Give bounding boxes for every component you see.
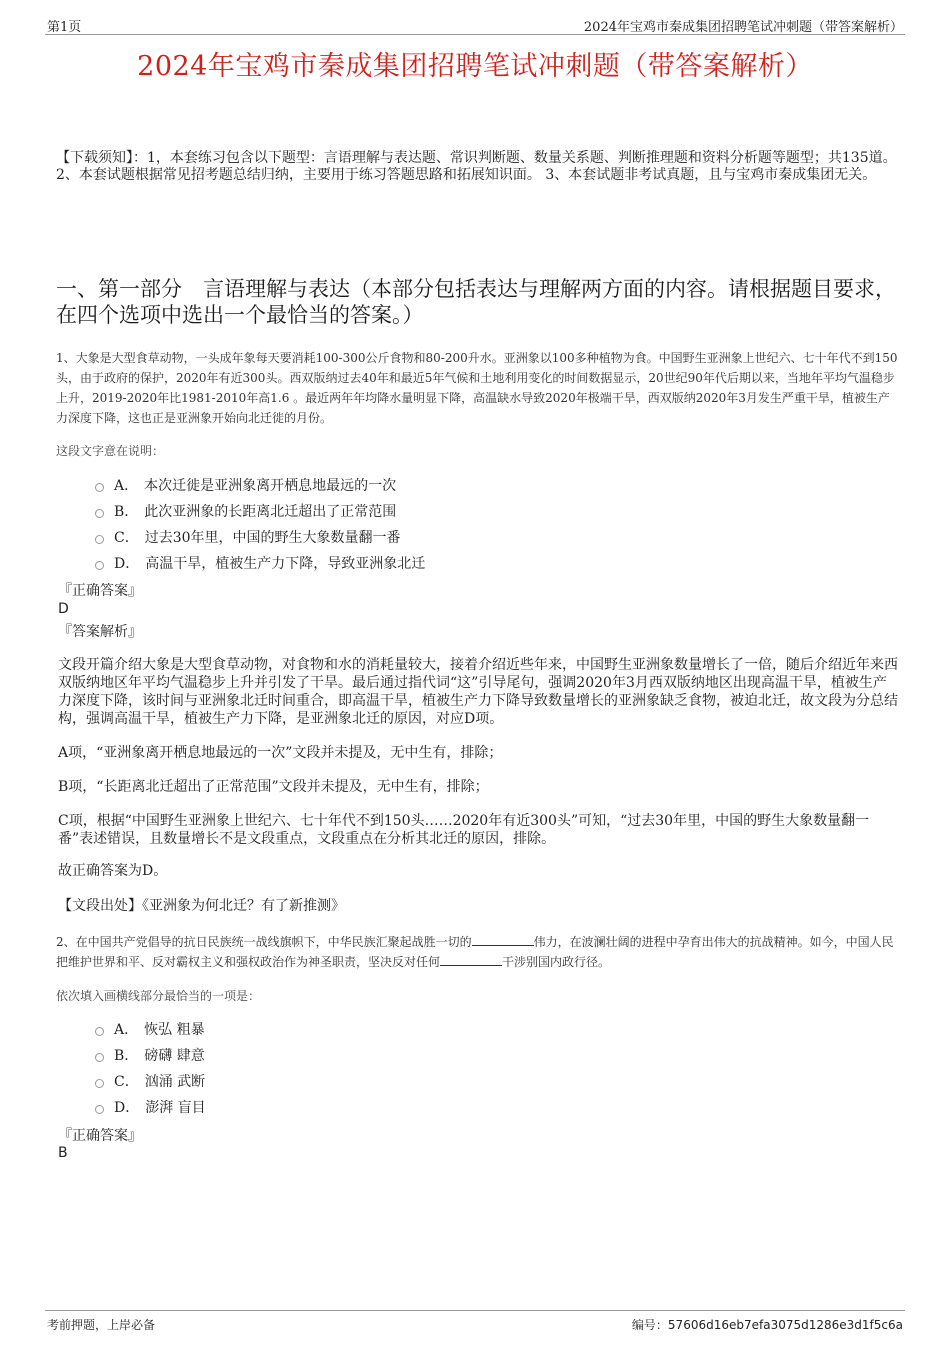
question-1-text: 1、大象是大型食草动物，一头成年象每天要消耗100-300公斤食物和80-200升水。亚洲象以100多种植物为食。中国野生亚洲象上世纪六、七十年代不到150头，由于政府的保护，2020年有近300头。西双版纳过去40年和最近5年气候和土地利用变化的时间数据显示，20世纪90年代后期以来，当地年平均气温稳步上升，2019-2020年比1981-2010年高1.6 。最近两年年均降水量明显下降，高温缺水导致2020年极端干旱，西双版纳2020年3月发生严重干旱，植被生产力深度下降，这也正是亚洲象开始向北迁徙的月份。 xyxy=(56,351,898,425)
question-1-options xyxy=(95,473,425,577)
radio-icon[interactable] xyxy=(95,535,104,544)
download-notice: 【下载须知】：1，本套练习包含以下题型：言语理解与表达题、常识判断题、数量关系题、判断推理题和资料分析题等题型；共135道。 2、本套试题根据常见招考题总结归纳，主要用于练习答题思路和拓展知识面。 3、本套试题非考试真题，且与宝鸡市秦成集团无关。 xyxy=(56,150,897,183)
option-b[interactable]: B． 磅礴 肆意 xyxy=(95,1043,206,1069)
radio-icon[interactable] xyxy=(95,561,104,570)
radio-icon[interactable] xyxy=(95,1079,104,1088)
radio-icon[interactable] xyxy=(95,1027,104,1036)
correct-answer-label: 『正确答案』 xyxy=(58,583,142,599)
blank-line xyxy=(472,933,534,946)
page-header xyxy=(45,14,905,35)
radio-icon[interactable] xyxy=(95,1053,104,1062)
radio-icon[interactable] xyxy=(95,1105,104,1114)
question-1-prompt: 这段文字意在说明： xyxy=(56,444,165,458)
correct-answer: D xyxy=(58,601,69,617)
option-d[interactable]: D． 高温干旱，植被生产力下降，导致亚洲象北迁 xyxy=(95,551,425,577)
page-number: 第1页 xyxy=(47,20,82,35)
blank-line xyxy=(440,953,502,966)
option-c[interactable]: C． 汹涌 武断 xyxy=(95,1069,206,1095)
text-source: 【文段出处】《亚洲象为何北迁？有了新推测》 xyxy=(58,898,345,914)
radio-icon[interactable] xyxy=(95,509,104,518)
option-d[interactable]: D． 澎湃 盲目 xyxy=(95,1095,206,1121)
analysis-label: 『答案解析』 xyxy=(58,624,142,640)
question-2-options xyxy=(95,1017,206,1121)
document-title: 2024年宝鸡市秦成集团招聘笔试冲刺题（带答案解析） xyxy=(137,51,813,82)
footer-slogan: 考前押题，上岸必备 xyxy=(47,1318,156,1332)
question-2-text: 2、在中国共产党倡导的抗日民族统一战线旗帜下，中华民族汇聚起战胜一切的 伟力，在波澜壮阔的进程中孕育出伟大的抗战精神。如今，中国人民把维护世界和平、反对霸权主义和强权政治作为神圣职责，坚决反对任何 干涉别国内政行径。 xyxy=(56,935,894,969)
radio-icon[interactable] xyxy=(95,483,104,492)
option-a[interactable]: A． 恢弘 粗暴 xyxy=(95,1017,206,1043)
analysis-text: 文段开篇介绍大象是大型食草动物，对食物和水的消耗量较大，接着介绍近些年来，中国野生亚洲象数量增长了一倍，随后介绍近年来西双版纳地区年平均气温稳步上升并引发了干旱。最后通过指代词“这”引导尾句，强调2020年3月西双版纳地区出现高温干旱，植被生产力深度下降，该时间与亚洲象北迁时间重合，即高温干旱，植被生产力下降导致数量增长的亚洲象缺乏食物，被迫北迁，故文段为分总结构，强调高温干旱，植被生产力下降，是亚洲象北迁的原因，对应D项。 xyxy=(58,657,898,727)
analysis-conclusion: 故正确答案为D。 xyxy=(58,863,168,879)
analysis-c-note: C项，根据“中国野生亚洲象上世纪六、七十年代不到150头……2020年有近300头”可知，“过去30年里，中国的野生大象数量翻一番”表述错误，且数量增长不是文段重点，文段重点在分析其北迁的原因，排除。 xyxy=(58,813,870,847)
analysis-b-note: B项，“长距离北迁超出了正常范围”文段并未提及，无中生有，排除； xyxy=(58,779,489,795)
document-id: 编号：57606d16eb7efa3075d1286e3d1f5c6a xyxy=(631,1318,903,1332)
analysis-a-note: A项，“亚洲象离开栖息地最远的一次”文段并未提及，无中生有，排除； xyxy=(58,745,503,761)
option-c[interactable]: C． 过去30年里，中国的野生大象数量翻一番 xyxy=(95,525,425,551)
correct-answer-label: 『正确答案』 xyxy=(58,1128,142,1144)
option-a[interactable]: A． 本次迁徙是亚洲象离开栖息地最远的一次 xyxy=(95,473,425,499)
page-footer xyxy=(45,1310,905,1337)
section-heading: 一、第一部分 言语理解与表达（本部分包括表达与理解两方面的内容。请根据题目要求，在四个选项中选出一个最恰当的答案。） xyxy=(56,277,896,327)
header-doc-title: 2024年宝鸡市秦成集团招聘笔试冲刺题（带答案解析） xyxy=(583,20,903,35)
correct-answer: B xyxy=(58,1145,68,1161)
question-2-prompt: 依次填入画横线部分最恰当的一项是： xyxy=(56,989,261,1003)
option-b[interactable]: B． 此次亚洲象的长距离北迁超出了正常范围 xyxy=(95,499,425,525)
